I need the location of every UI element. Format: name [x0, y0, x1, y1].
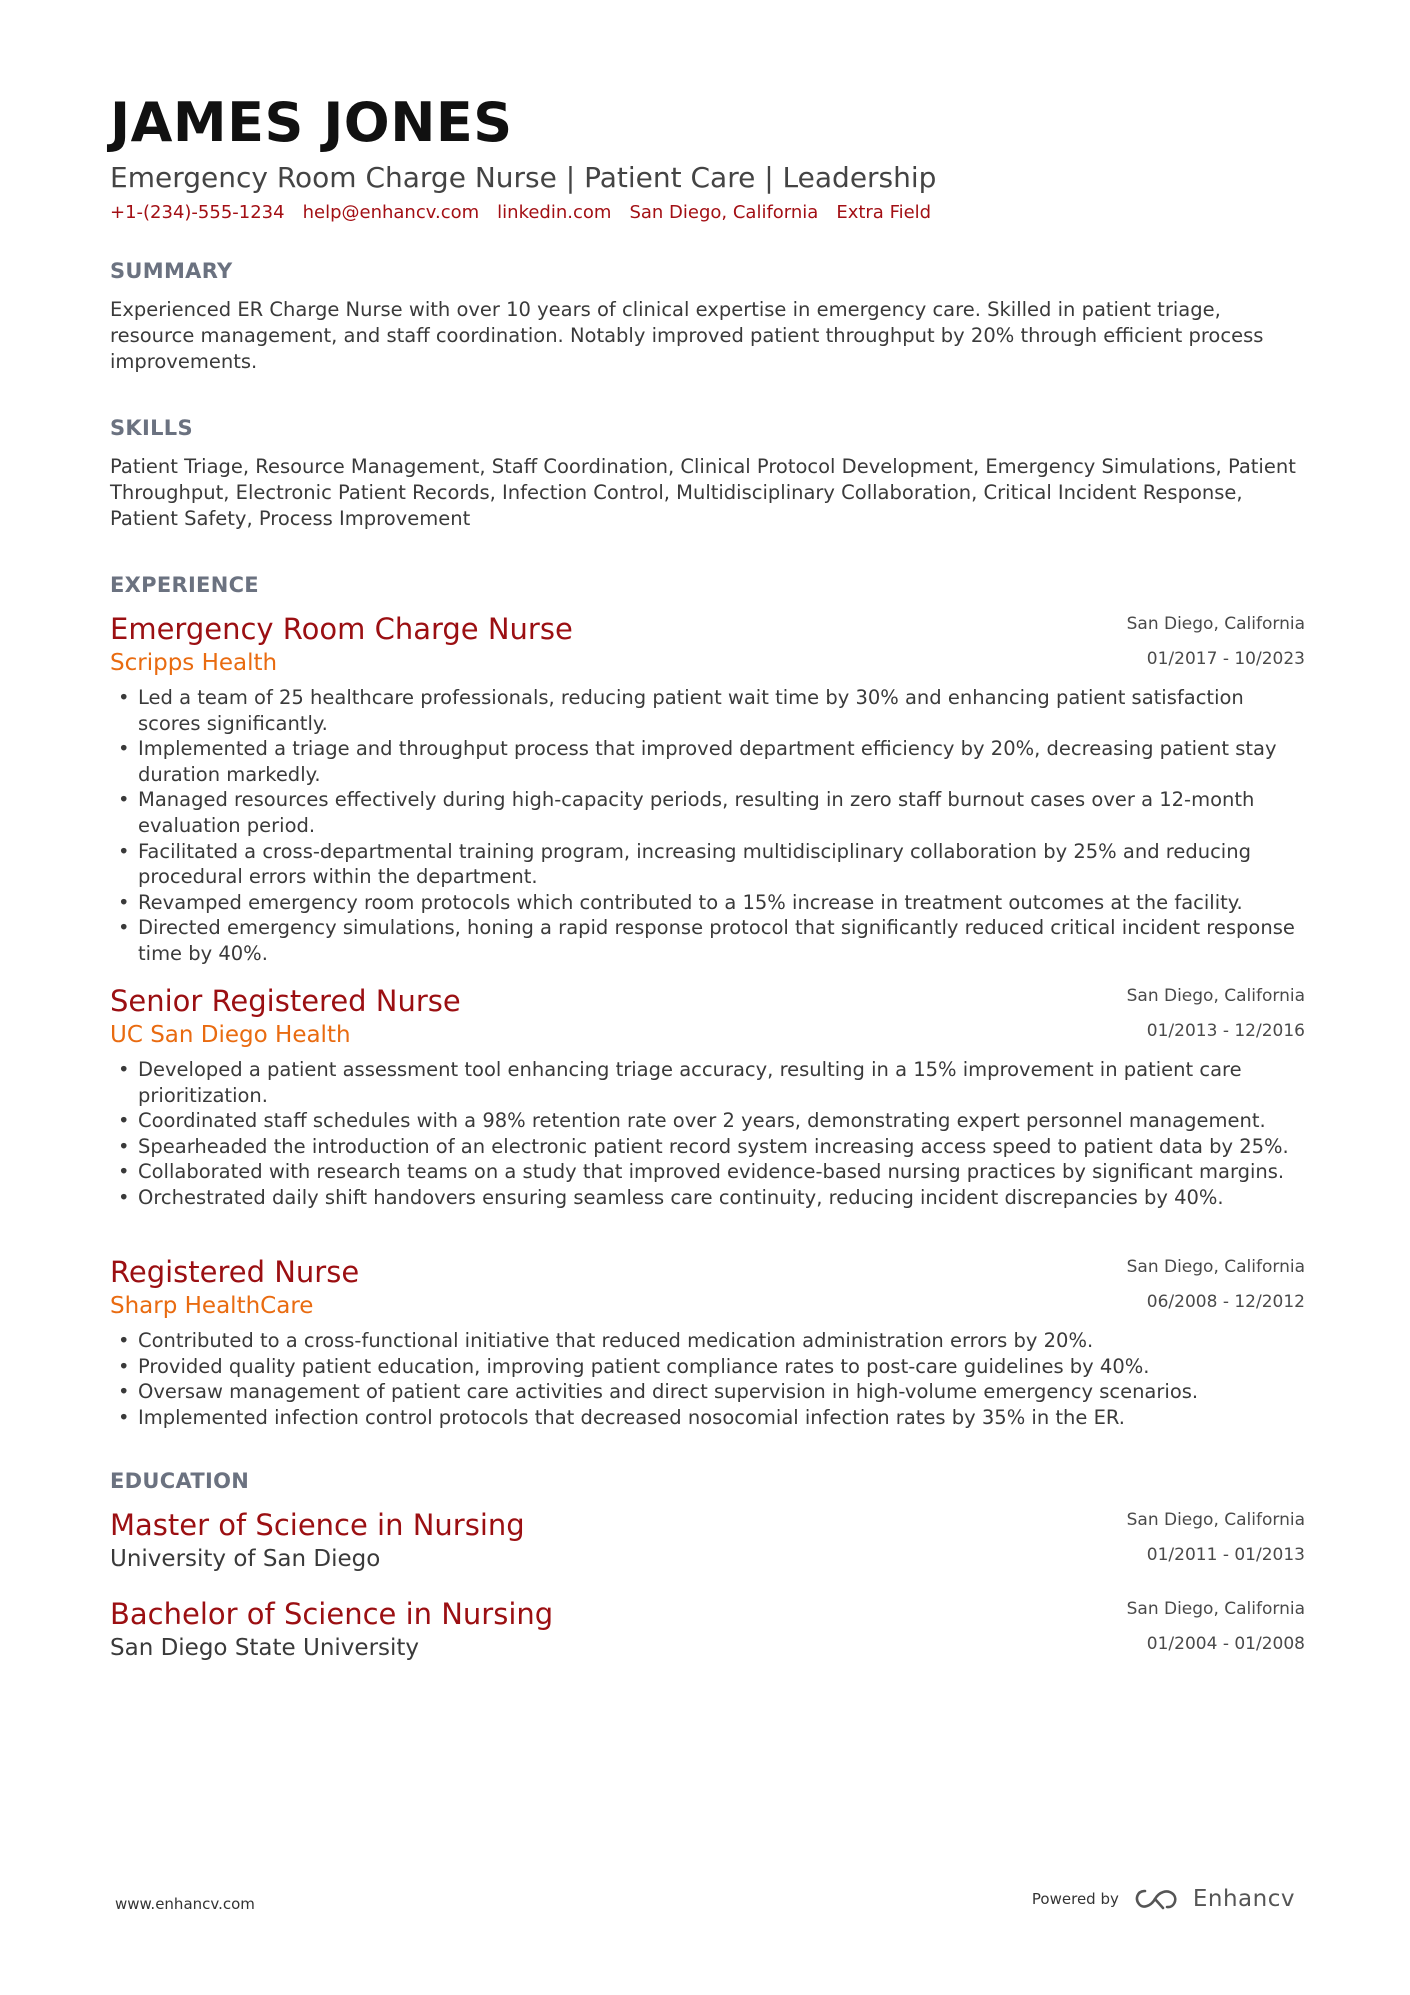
email-link[interactable]: help@enhancv.com [302, 202, 480, 223]
contact-info [110, 202, 931, 223]
summary-heading: SUMMARY [110, 259, 233, 283]
summary-text: Experienced ER Charge Nurse with over 10 years of clinical expertise in emergency care. Skilled in patient triage, resource management, and staff coordination. Notably improved patient throughput by 20% through efficient process improvements. [110, 298, 1264, 373]
job-dates: 06/2008 - 12/2012 [1146, 1292, 1305, 1312]
list-item: • Developed a patient assessment tool enhancing triage accuracy, resulting in a 15% improvement in patient care prioritization. [110, 1057, 1305, 1108]
job-location: San Diego, California [1126, 1257, 1305, 1277]
phone-link[interactable]: +1-(234)-555-1234 [110, 202, 285, 223]
list-item: • Implemented infection control protocols that decreased nosocomial infection rates by 35% in the ER. [110, 1405, 1305, 1431]
footer-branding [1032, 1885, 1295, 1913]
list-item: • Directed emergency simulations, honing a rapid response protocol that significantly reduced critical incident response time by 40%. [110, 915, 1305, 966]
powered-by-text: Powered by [1031, 1890, 1119, 1908]
job-title: Emergency Room Charge Nurse [110, 612, 573, 646]
job-bullets [110, 685, 1305, 967]
list-item: • Oversaw management of patient care activities and direct supervision in high-volume emergency scenarios. [110, 1379, 1305, 1405]
job-location: San Diego, California [1126, 614, 1305, 634]
list-item: • Contributed to a cross-functional initiative that reduced medication administration errors by 20%. [110, 1328, 1305, 1354]
job-company: Scripps Health [110, 650, 278, 676]
job-bullets [110, 1328, 1305, 1430]
linkedin-link[interactable]: linkedin.com [497, 202, 612, 223]
skills-heading: SKILLS [110, 416, 193, 440]
education-location: San Diego, California [1126, 1599, 1305, 1619]
footer-website-link[interactable]: www.enhancv.com [115, 1895, 255, 1913]
list-item: • Collaborated with research teams on a study that improved evidence-based nursing practices by significant margins. [110, 1159, 1305, 1185]
extra-field-text: Extra Field [836, 202, 932, 223]
education-dates: 01/2011 - 01/2013 [1146, 1545, 1305, 1565]
job-title: Senior Registered Nurse [110, 984, 461, 1018]
location-text: San Diego, California [629, 202, 819, 223]
list-item: • Managed resources effectively during high-capacity periods, resulting in zero staff burnout cases over a 12-month evaluation period. [110, 787, 1305, 838]
candidate-name: JAMES JONES [110, 91, 513, 154]
education-heading: EDUCATION [110, 1469, 250, 1493]
experience-heading: EXPERIENCE [110, 573, 259, 597]
degree-title: Bachelor of Science in Nursing [110, 1597, 554, 1631]
list-item: • Facilitated a cross-departmental training program, increasing multidisciplinary collaboration by 25% and reducing procedural errors within the department. [110, 839, 1305, 890]
job-company: UC San Diego Health [110, 1022, 351, 1048]
list-item: • Coordinated staff schedules with a 98% retention rate over 2 years, demonstrating expert personnel management. [110, 1108, 1305, 1134]
enhancv-logo-icon [1133, 1885, 1179, 1913]
list-item: • Spearheaded the introduction of an electronic patient record system increasing access speed to patient data by 25%. [110, 1134, 1305, 1160]
degree-title: Master of Science in Nursing [110, 1508, 525, 1542]
skills-text: Patient Triage, Resource Management, Staff Coordination, Clinical Protocol Development, Emergency Simulations, Patient Throughput, Electronic Patient Records, Infection Control, Multidisciplinary Collaboration, Critical Incident Response, Patient Safety, Process Improvement [110, 455, 1296, 530]
list-item: • Revamped emergency room protocols which contributed to a 15% increase in treatment outcomes at the facility. [110, 890, 1305, 916]
job-dates: 01/2013 - 12/2016 [1146, 1021, 1305, 1041]
job-bullets [110, 1057, 1305, 1211]
list-item: • Led a team of 25 healthcare professionals, reducing patient wait time by 30% and enhancing patient satisfaction scores significantly. [110, 685, 1305, 736]
brand-name: Enhancv [1192, 1886, 1295, 1912]
candidate-headline: Emergency Room Charge Nurse | Patient Care | Leadership [110, 161, 937, 194]
education-location: San Diego, California [1126, 1510, 1305, 1530]
job-company: Sharp HealthCare [110, 1293, 314, 1319]
education-dates: 01/2004 - 01/2008 [1146, 1634, 1305, 1654]
list-item: • Provided quality patient education, improving patient compliance rates to post-care guidelines by 40%. [110, 1354, 1305, 1380]
job-title: Registered Nurse [110, 1255, 360, 1289]
school-name: University of San Diego [110, 1546, 381, 1572]
job-location: San Diego, California [1126, 986, 1305, 1006]
list-item: • Implemented a triage and throughput process that improved department efficiency by 20%, decreasing patient stay duration markedly. [110, 736, 1305, 787]
job-dates: 01/2017 - 10/2023 [1146, 649, 1305, 669]
school-name: San Diego State University [110, 1635, 420, 1661]
list-item: • Orchestrated daily shift handovers ensuring seamless care continuity, reducing incident discrepancies by 40%. [110, 1185, 1305, 1211]
